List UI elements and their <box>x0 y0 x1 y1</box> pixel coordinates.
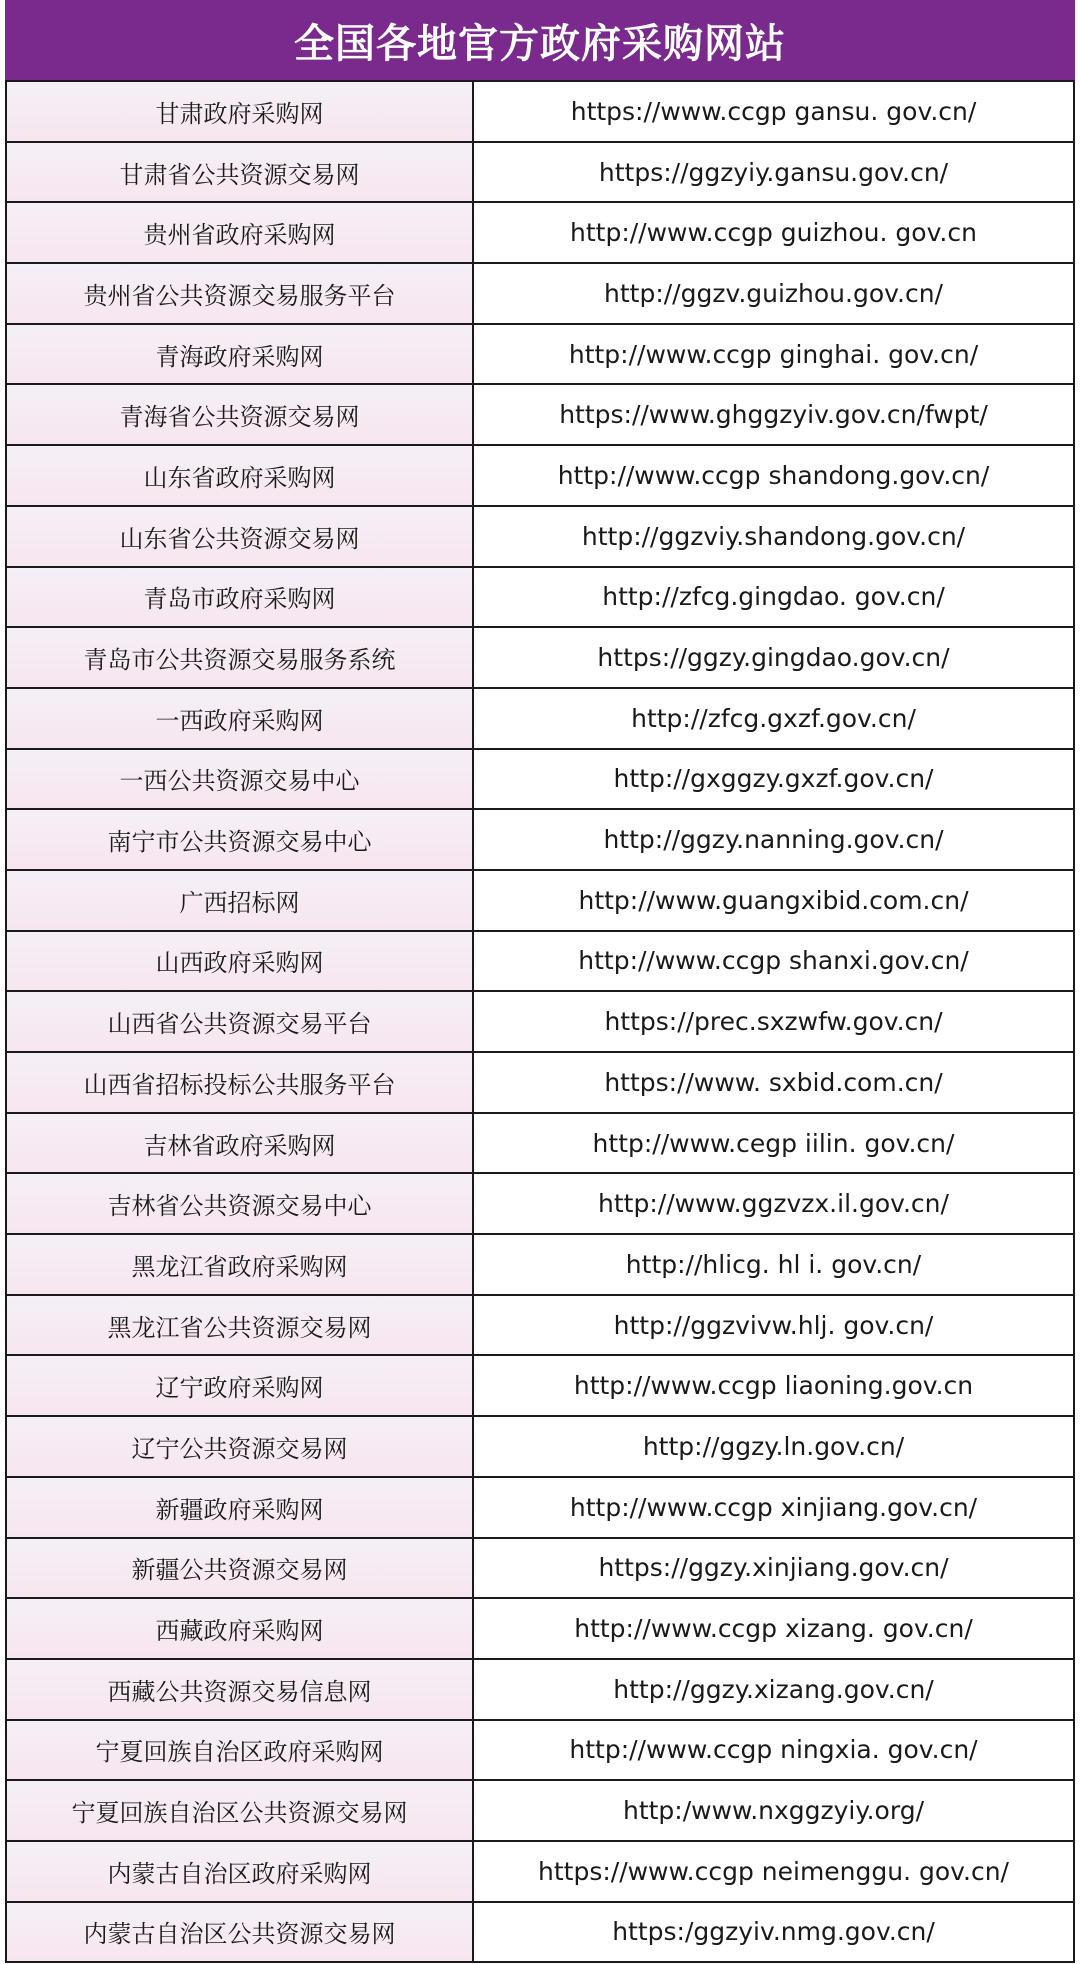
site-url-cell[interactable]: https:/ggzyiv.nmg.gov.cn/ <box>474 1903 1073 1962</box>
table-row <box>7 323 1073 384</box>
table-row <box>7 626 1073 687</box>
table-row <box>7 1294 1073 1355</box>
site-name-cell: 吉林省政府采购网 <box>7 1114 474 1173</box>
site-url-cell[interactable]: http://www.ccgp guizhou. gov.cn <box>474 203 1073 262</box>
site-url-cell[interactable]: http://gxggzy.gxzf.gov.cn/ <box>474 750 1073 809</box>
site-url-cell[interactable]: http://ggzv.guizhou.gov.cn/ <box>474 264 1073 323</box>
site-name-cell: 新疆公共资源交易网 <box>7 1539 474 1598</box>
site-name-cell: 山东省政府采购网 <box>7 446 474 505</box>
table-row <box>7 1415 1073 1476</box>
site-name-cell: 宁夏回族自治区政府采购网 <box>7 1721 474 1780</box>
site-url-cell[interactable]: http://www.ccgp xizang. gov.cn/ <box>474 1599 1073 1658</box>
site-url-cell[interactable]: https://prec.sxzwfw.gov.cn/ <box>474 992 1073 1051</box>
site-name-cell: 一西政府采购网 <box>7 689 474 748</box>
table-row <box>7 141 1073 202</box>
site-name-cell: 黑龙江省政府采购网 <box>7 1235 474 1294</box>
site-name-cell: 黑龙江省公共资源交易网 <box>7 1296 474 1355</box>
page-title: 全国各地官方政府采购网站 <box>294 20 786 67</box>
table-row <box>7 262 1073 323</box>
site-name-cell: 山西省招标投标公共服务平台 <box>7 1053 474 1112</box>
site-url-cell[interactable]: https://ggzy.xinjiang.gov.cn/ <box>474 1539 1073 1598</box>
table-row <box>7 990 1073 1051</box>
site-url-cell[interactable]: http://ggzy.ln.gov.cn/ <box>474 1417 1073 1476</box>
site-name-cell: 内蒙古自治区公共资源交易网 <box>7 1903 474 1962</box>
site-name-cell: 青海政府采购网 <box>7 325 474 384</box>
table-row <box>7 1233 1073 1294</box>
site-name-cell: 西藏政府采购网 <box>7 1599 474 1658</box>
table-row <box>7 1537 1073 1598</box>
site-name-cell: 宁夏回族自治区公共资源交易网 <box>7 1781 474 1840</box>
site-url-cell[interactable]: http://ggzy.nanning.gov.cn/ <box>474 810 1073 869</box>
site-url-cell[interactable]: https://www. sxbid.com.cn/ <box>474 1053 1073 1112</box>
table-row <box>7 687 1073 748</box>
site-name-cell: 辽宁政府采购网 <box>7 1356 474 1415</box>
site-url-cell[interactable]: http://www.ccgp xinjiang.gov.cn/ <box>474 1478 1073 1537</box>
site-url-cell[interactable]: http://ggzviy.shandong.gov.cn/ <box>474 507 1073 566</box>
site-name-cell: 甘肃政府采购网 <box>7 82 474 141</box>
site-name-cell: 甘肃省公共资源交易网 <box>7 143 474 202</box>
table-row <box>7 1172 1073 1233</box>
site-url-cell[interactable]: http://ggzvivw.hlj. gov.cn/ <box>474 1296 1073 1355</box>
table-row <box>7 1658 1073 1719</box>
site-url-cell[interactable]: http://www.guangxibid.com.cn/ <box>474 871 1073 930</box>
site-name-cell: 新疆政府采购网 <box>7 1478 474 1537</box>
site-url-cell[interactable]: http://ggzy.xizang.gov.cn/ <box>474 1660 1073 1719</box>
site-name-cell: 青岛市政府采购网 <box>7 568 474 627</box>
table-row <box>7 383 1073 444</box>
site-name-cell: 南宁市公共资源交易中心 <box>7 810 474 869</box>
table-row <box>7 201 1073 262</box>
table-row <box>7 748 1073 809</box>
table-row <box>7 1112 1073 1173</box>
table-row <box>7 869 1073 930</box>
table-row <box>7 1476 1073 1537</box>
site-name-cell: 山东省公共资源交易网 <box>7 507 474 566</box>
site-name-cell: 山西政府采购网 <box>7 932 474 991</box>
site-name-cell: 西藏公共资源交易信息网 <box>7 1660 474 1719</box>
site-name-cell: 吉林省公共资源交易中心 <box>7 1174 474 1233</box>
website-table <box>5 80 1075 1963</box>
table-row <box>7 1354 1073 1415</box>
site-url-cell[interactable]: http://www.ccgp shanxi.gov.cn/ <box>474 932 1073 991</box>
site-name-cell: 广西招标网 <box>7 871 474 930</box>
site-url-cell[interactable]: http://zfcg.gingdao. gov.cn/ <box>474 568 1073 627</box>
table-row <box>7 566 1073 627</box>
table-row <box>7 1840 1073 1901</box>
table-row <box>7 1051 1073 1112</box>
table-row <box>7 444 1073 505</box>
site-url-cell[interactable]: http://www.ccgp shandong.gov.cn/ <box>474 446 1073 505</box>
site-url-cell[interactable]: https://www.ccgp neimenggu. gov.cn/ <box>474 1842 1073 1901</box>
site-name-cell: 辽宁公共资源交易网 <box>7 1417 474 1476</box>
table-row <box>7 1597 1073 1658</box>
site-name-cell: 贵州省公共资源交易服务平台 <box>7 264 474 323</box>
table-row <box>7 80 1073 141</box>
site-url-cell[interactable]: https://www.ghggzyiv.gov.cn/fwpt/ <box>474 385 1073 444</box>
site-name-cell: 青岛市公共资源交易服务系统 <box>7 628 474 687</box>
table-row <box>7 930 1073 991</box>
site-name-cell: 青海省公共资源交易网 <box>7 385 474 444</box>
site-name-cell: 山西省公共资源交易平台 <box>7 992 474 1051</box>
site-url-cell[interactable]: http://zfcg.gxzf.gov.cn/ <box>474 689 1073 748</box>
site-url-cell[interactable]: https://ggzyiy.gansu.gov.cn/ <box>474 143 1073 202</box>
table-row <box>7 1901 1073 1962</box>
table-row <box>7 1719 1073 1780</box>
table-row <box>7 1779 1073 1840</box>
site-name-cell: 一西公共资源交易中心 <box>7 750 474 809</box>
table-row <box>7 505 1073 566</box>
site-url-cell[interactable]: http://www.ccgp ningxia. gov.cn/ <box>474 1721 1073 1780</box>
site-url-cell[interactable]: https://ggzy.gingdao.gov.cn/ <box>474 628 1073 687</box>
title-banner <box>5 0 1075 80</box>
site-url-cell[interactable]: http://hlicg. hl i. gov.cn/ <box>474 1235 1073 1294</box>
site-url-cell[interactable]: http://www.ccgp liaoning.gov.cn <box>474 1356 1073 1415</box>
site-name-cell: 内蒙古自治区政府采购网 <box>7 1842 474 1901</box>
site-url-cell[interactable]: http:/www.nxggzyiy.org/ <box>474 1781 1073 1840</box>
site-url-cell[interactable]: https://www.ccgp gansu. gov.cn/ <box>474 82 1073 141</box>
site-url-cell[interactable]: http://www.ggzvzx.il.gov.cn/ <box>474 1174 1073 1233</box>
site-name-cell: 贵州省政府采购网 <box>7 203 474 262</box>
table-row <box>7 808 1073 869</box>
site-url-cell[interactable]: http://www.cegp iilin. gov.cn/ <box>474 1114 1073 1173</box>
site-url-cell[interactable]: http://www.ccgp ginghai. gov.cn/ <box>474 325 1073 384</box>
